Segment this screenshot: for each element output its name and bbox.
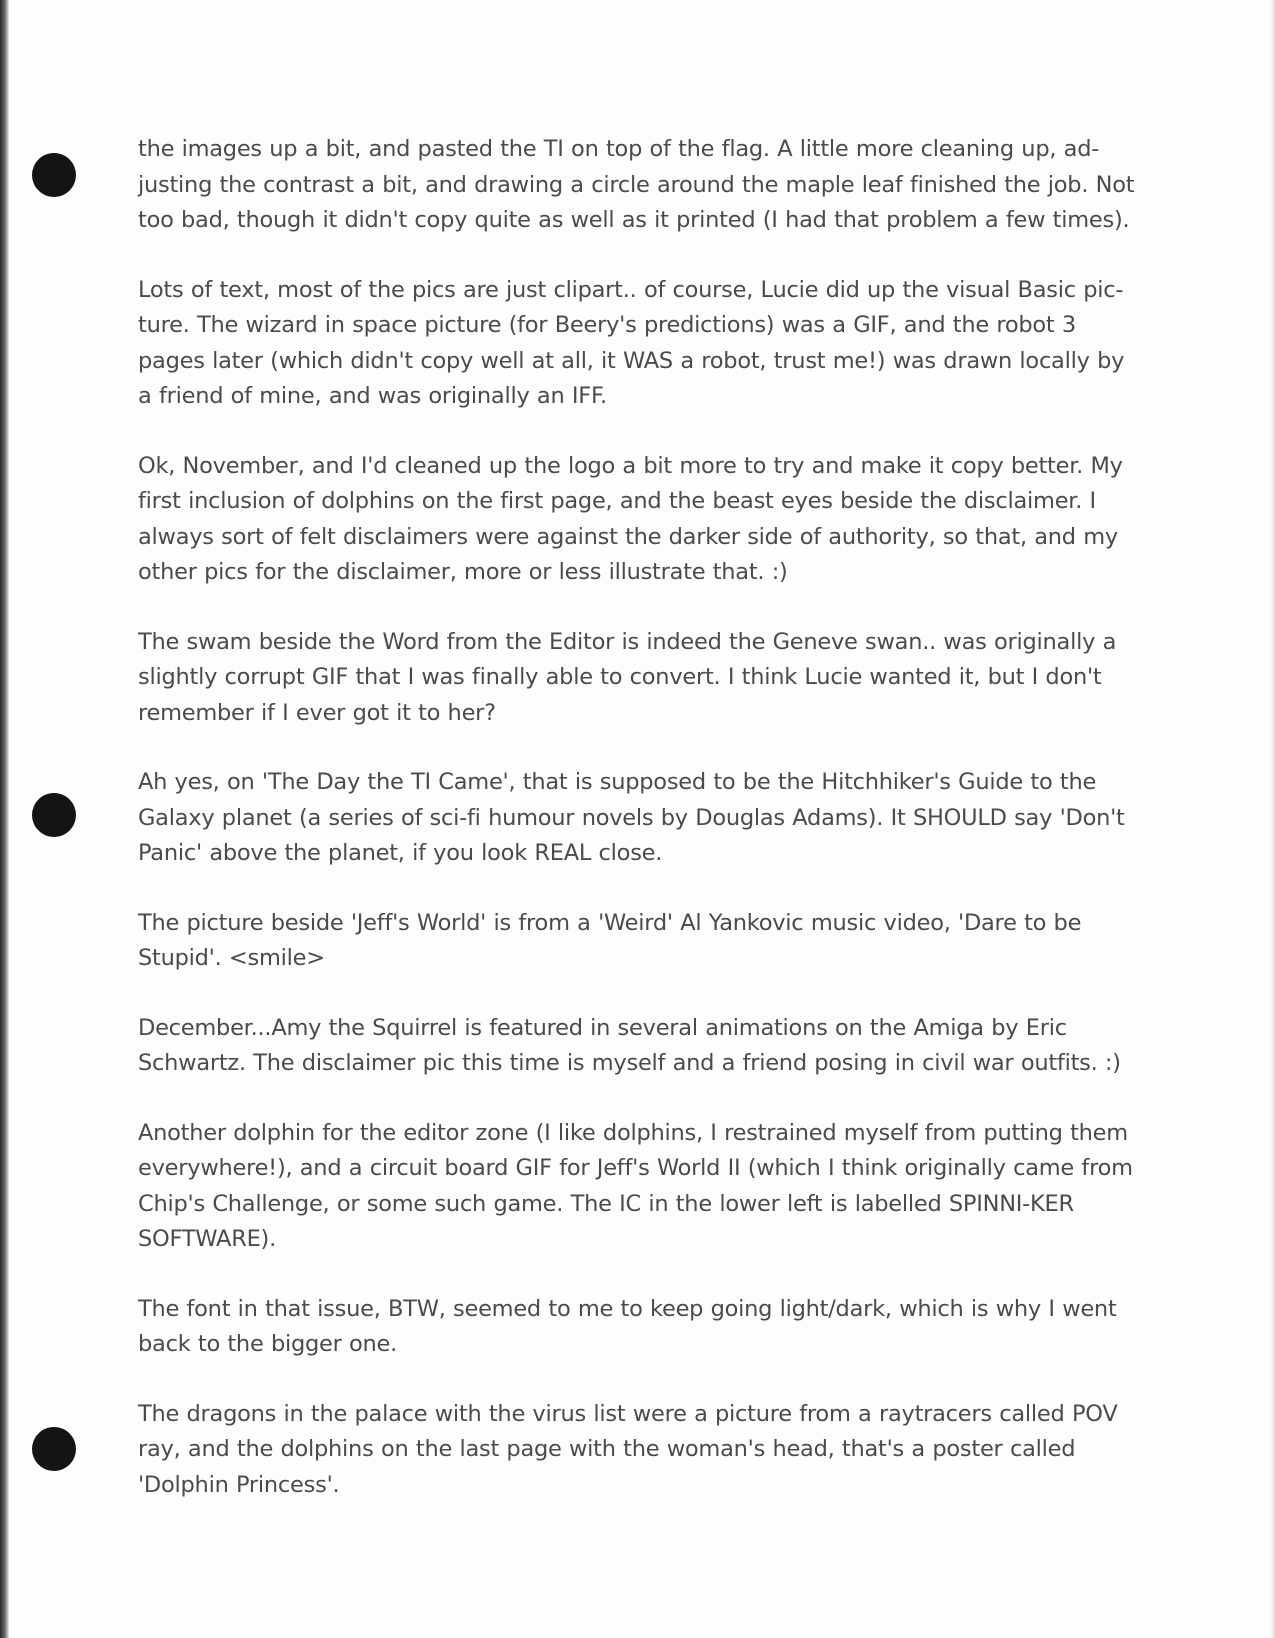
paragraph-font: The font in that issue, BTW, seemed to me to keep going light/dark, which is why I went back to the bigger one. [138,1295,1117,1357]
paragraph-dragons: The dragons in the palace with the virus list were a picture from a raytracers called POV ray, and the dolphins on the last page with the woman's head, that's a poster called 'Dolphin Princess'. [138,1400,1118,1498]
scan-shadow-left [0,0,9,1638]
scan-shadow-right [1271,0,1275,1638]
punch-hole-bottom [32,1427,76,1471]
paragraph-hitchhikers-planet: Ah yes, on 'The Day the TI Came', that is supposed to be the Hitchhiker's Guide to the Galaxy planet (a series of sci-fi humour novels by Douglas Adams). It SHOULD say 'Don't Panic' above the planet, if you look REAL close. [138,769,1125,866]
letter-body [138,132,1138,1537]
paragraph-december: December...Amy the Squirrel is featured in several animations on the Amiga by Eric Schwartz. The disclaimer pic this time is myself and a friend posing in civil war outfits. :) [138,1014,1121,1076]
paragraph-editor-dolphin: Another dolphin for the editor zone (I like dolphins, I restrained myself from putting them everywhere!), and a circuit board GIF for Jeff's World II (which I think originally came from Chip's Challenge, or some such game. The IC in the lower left is labelled SPINNI-KER SOFTWARE). [138,1119,1133,1252]
paragraph-flag-logo: the images up a bit, and pasted the TI on top of the flag. A little more cleaning up, ad-justing the contrast a bit, and drawing a circle around the maple leaf finished the job. Not too bad, though it didn't copy quite as well as it printed (I had that problem a few times). [138,136,1135,233]
paragraph-geneve-swan: The swam beside the Word from the Editor is indeed the Geneve swan.. was originally a slightly corrupt GIF that I was finally able to convert. I think Lucie wanted it, but I don't remember if I ever got it to her? [138,628,1117,726]
punch-hole-top [32,153,76,197]
punch-hole-middle [32,793,76,837]
paragraph-clipart: Lots of text, most of the pics are just clipart.. of course, Lucie did up the visual Basic pic-ture. The wizard in space picture (for Beery's predictions) was a GIF, and the robot 3 pages later (which didn't copy well at all, it WAS a robot, trust me!) was drawn locally by a friend of mine, and was originally an IFF. [138,276,1125,409]
paragraph-november: Ok, November, and I'd cleaned up the logo a bit more to try and make it copy better. My first inclusion of dolphins on the first page, and the beast eyes beside the disclaimer. I always sort of felt disclaimers were against the darker side of authority, so that, and my other pics for the disclaimer, more or less illustrate that. :) [138,452,1123,585]
paragraph-jeffs-world: The picture beside 'Jeff's World' is from a 'Weird' Al Yankovic music video, 'Dare to be Stupid'. <smile> [138,909,1082,971]
